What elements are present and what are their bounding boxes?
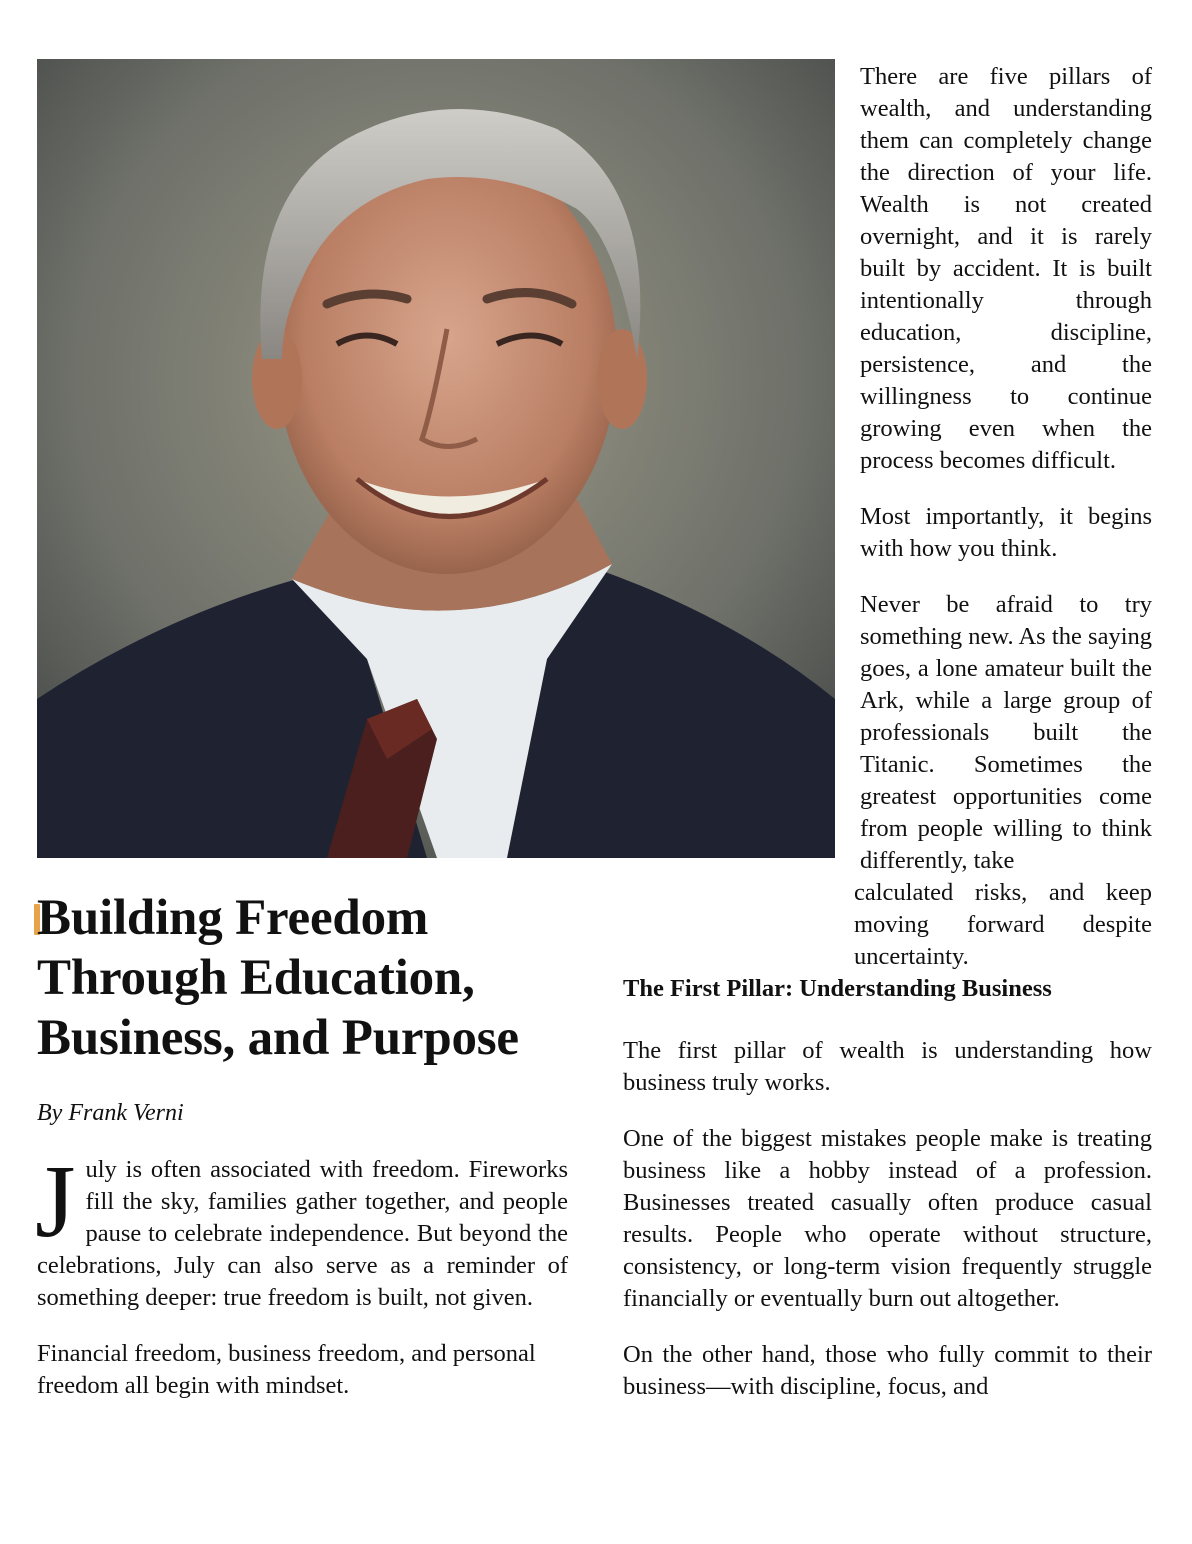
article-paragraph: One of the biggest mistakes people make is treating business like a hobby instead of a profession. Businesses treated casually often produce casual results. People who operate without structure, consistency, or long-term vision frequently struggle financially or eventually burn out altogether. xyxy=(623,1125,1152,1312)
intro-paragraph-text: uly is often associated with freedom. Fireworks fill the sky, families gather together, and people pause to celebrate independence. But beyond the celebrations, July can also serve as a reminder of something deeper: true freedom is built, not given. xyxy=(37,1156,568,1311)
article-paragraph: The first pillar of wealth is understanding how business truly works. xyxy=(623,1037,1152,1096)
article-byline: By Frank Verni xyxy=(37,1100,184,1126)
article-title: Building Freedom Through Education, Business, and Purpose xyxy=(37,890,519,1066)
article-paragraph-wrap-top: Never be afraid to try something new. As the saying goes, a lone amateur built the Ark, while a large group of professionals built the Titanic. Sometimes the greatest opportunities come from people willing to think differently, take xyxy=(860,591,1152,874)
article-paragraph: Financial freedom, business freedom, and personal freedom all begin with mindset. xyxy=(37,1340,536,1399)
article-paragraph: On the other hand, those who fully commit to their business—with discipline, focus, and xyxy=(623,1341,1152,1400)
intro-paragraph xyxy=(35,1144,568,1314)
article-paragraph: Most importantly, it begins with how you think. xyxy=(860,503,1152,562)
author-portrait-photo xyxy=(37,59,835,858)
right-column-main xyxy=(623,877,1152,1403)
left-column xyxy=(37,888,568,1402)
right-column-top xyxy=(860,61,1152,877)
section-heading: The First Pillar: Understanding Business xyxy=(623,975,1052,1002)
article-paragraph: There are five pillars of wealth, and understanding them can completely change the direction of your life. Wealth is not created overnight, and it is rarely built by accident. It is built intentionally through education, discipline, persistence, and the willingness to continue growing even when the process becomes difficult. xyxy=(860,63,1152,474)
article-paragraph-wrap-tail: calculated risks, and keep moving forward despite uncertainty. xyxy=(854,879,1152,970)
drop-cap-letter: J xyxy=(35,1144,76,1259)
